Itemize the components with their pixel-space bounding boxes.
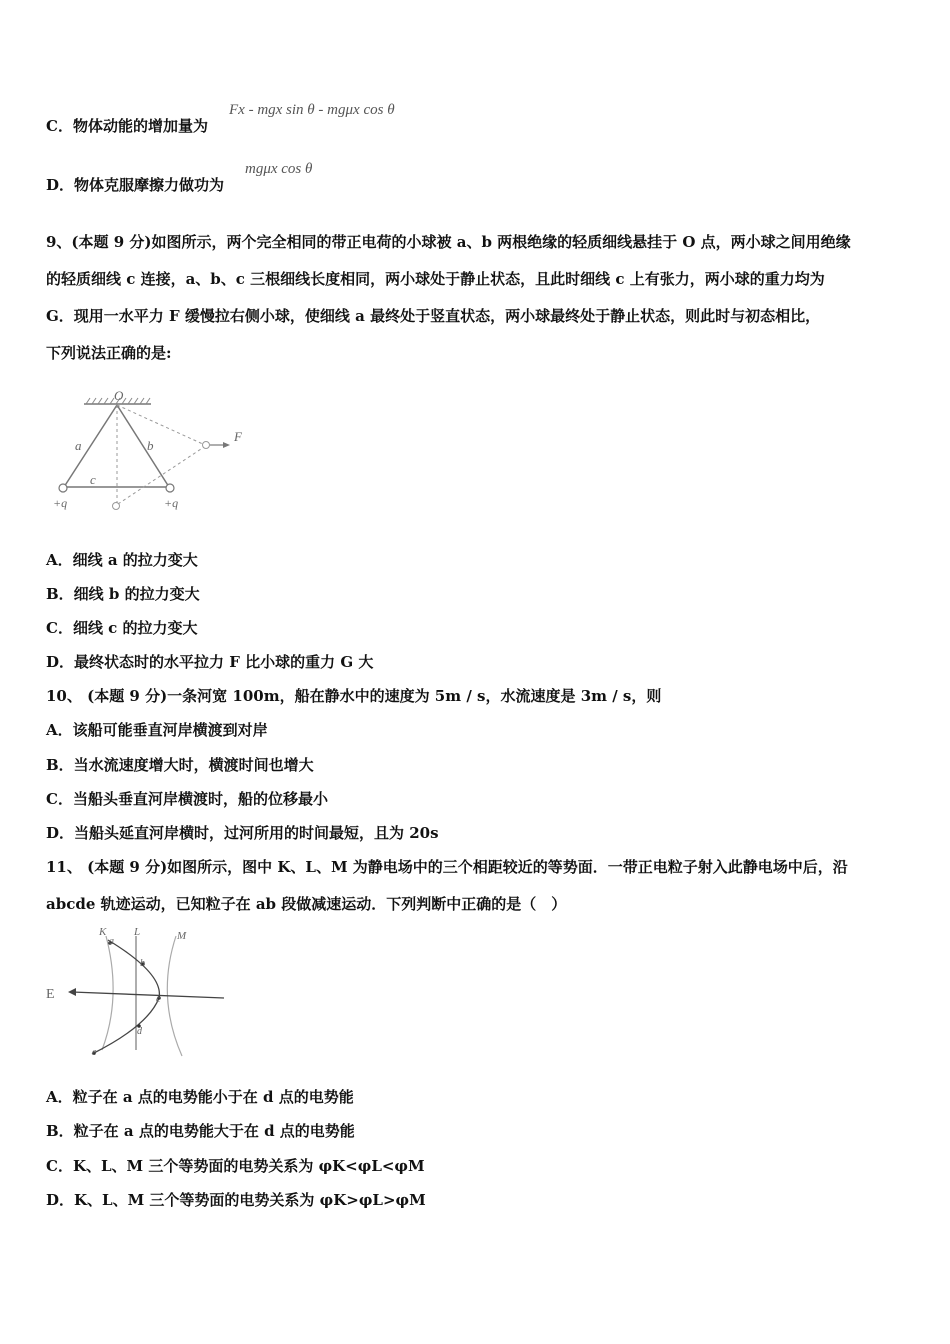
q9-stem-line-1: 9、(本题 9 分)如图所示，两个完全相同的带正电荷的小球被 a、b 两根绝缘的轻质细线悬挂于 O 点，两小球之间用绝缘 bbox=[46, 233, 851, 251]
q10-option-d: D．当船头延直河岸横时，过河所用的时间最短，且为 20s bbox=[46, 824, 439, 842]
q11-label-d: d bbox=[137, 1026, 142, 1037]
q9-label-f: F bbox=[234, 429, 242, 444]
q11-option-b: B．粒子在 a 点的电势能大于在 d 点的电势能 bbox=[46, 1122, 355, 1140]
q11-stem bbox=[46, 849, 908, 923]
q11-option-c: C．K、L、M 三个等势面的电势关系为 φK<φL<φM bbox=[46, 1157, 425, 1175]
q8-option-d-text: D．物体克服摩擦力做功为 bbox=[46, 176, 225, 194]
q10-option-b: B．当水流速度增大时，横渡时间也增大 bbox=[46, 756, 314, 774]
q9-stem bbox=[46, 224, 908, 372]
q9-label-q-right: +q bbox=[164, 496, 179, 510]
q9-label-c: c bbox=[90, 472, 96, 487]
q11-stem-line-1: 11、 (本题 9 分)如图所示，图中 K、L、M 为静电场中的三个相距较近的等势面．一带正电粒子射入此静电场中后，沿 bbox=[46, 858, 848, 876]
q11-label-a: a bbox=[109, 936, 114, 947]
q10-option-a: A．该船可能垂直河岸横渡到对岸 bbox=[46, 721, 268, 739]
q11-option-d: D．K、L、M 三个等势面的电势关系为 φK>φL>φM bbox=[46, 1191, 426, 1209]
q11-label-l: L bbox=[134, 926, 141, 938]
q9-option-a: A．细线 a 的拉力变大 bbox=[46, 551, 198, 569]
q8-option-d-formula: mgμx cos θ bbox=[245, 161, 313, 177]
q9-option-b: B．细线 b 的拉力变大 bbox=[46, 585, 200, 603]
q11-label-b: b bbox=[140, 958, 145, 969]
q9-stem-line-2: 的轻质细线 c 连接，a、b、c 三根细线长度相同，两小球处于静止状态，且此时细线 c 上有张力，两小球的重力均为 bbox=[46, 270, 825, 288]
q11-option-a: A．粒子在 a 点的电势能小于在 d 点的电势能 bbox=[46, 1088, 354, 1106]
q9-label-q-left: +q bbox=[53, 496, 68, 510]
q9-string-b bbox=[117, 405, 169, 487]
q11-stem-line-2: abcde 轨迹运动，已知粒子在 ab 段做减速运动．下列判断中正确的是（ ） bbox=[46, 895, 567, 913]
q9-figure bbox=[48, 386, 248, 516]
q9-option-d: D．最终状态时的水平拉力 F 比小球的重力 G 大 bbox=[46, 653, 374, 671]
q9-stem-line-3: G．现用一水平力 F 缓慢拉右侧小球，使细线 a 最终处于竖直状态，两小球最终处于静止状态，则此时与初态相比， bbox=[46, 307, 821, 325]
q11-label-e: e bbox=[92, 1047, 97, 1058]
q11-label-e-field: E bbox=[46, 987, 55, 1002]
q8-option-c-formula: Fx - mgx sin θ - mgμx cos θ bbox=[229, 102, 395, 118]
q9-label-o: O bbox=[114, 388, 124, 403]
q9-label-a: a bbox=[75, 438, 82, 453]
q9-stem-line-4: 下列说法正确的是: bbox=[46, 344, 172, 362]
q8-option-d bbox=[46, 174, 224, 195]
q11-field-line bbox=[72, 992, 224, 998]
q8-option-c-text: C．物体动能的增加量为 bbox=[46, 117, 208, 135]
q10-option-c: C．当船头垂直河岸横渡时，船的位移最小 bbox=[46, 790, 328, 808]
q9-option-c: C．细线 c 的拉力变大 bbox=[46, 619, 198, 637]
q11-label-c: c bbox=[156, 994, 161, 1005]
q8-option-c bbox=[46, 115, 208, 136]
q11-figure bbox=[44, 922, 234, 1062]
q11-label-k: K bbox=[99, 926, 107, 938]
q10-stem: 10、 (本题 9 分)一条河宽 100m，船在静水中的速度为 5m / s，水流速度是 3m / s，则 bbox=[46, 687, 662, 705]
q11-label-m: M bbox=[177, 930, 187, 942]
q9-label-b: b bbox=[147, 438, 154, 453]
q11-trajectory bbox=[92, 940, 159, 1054]
